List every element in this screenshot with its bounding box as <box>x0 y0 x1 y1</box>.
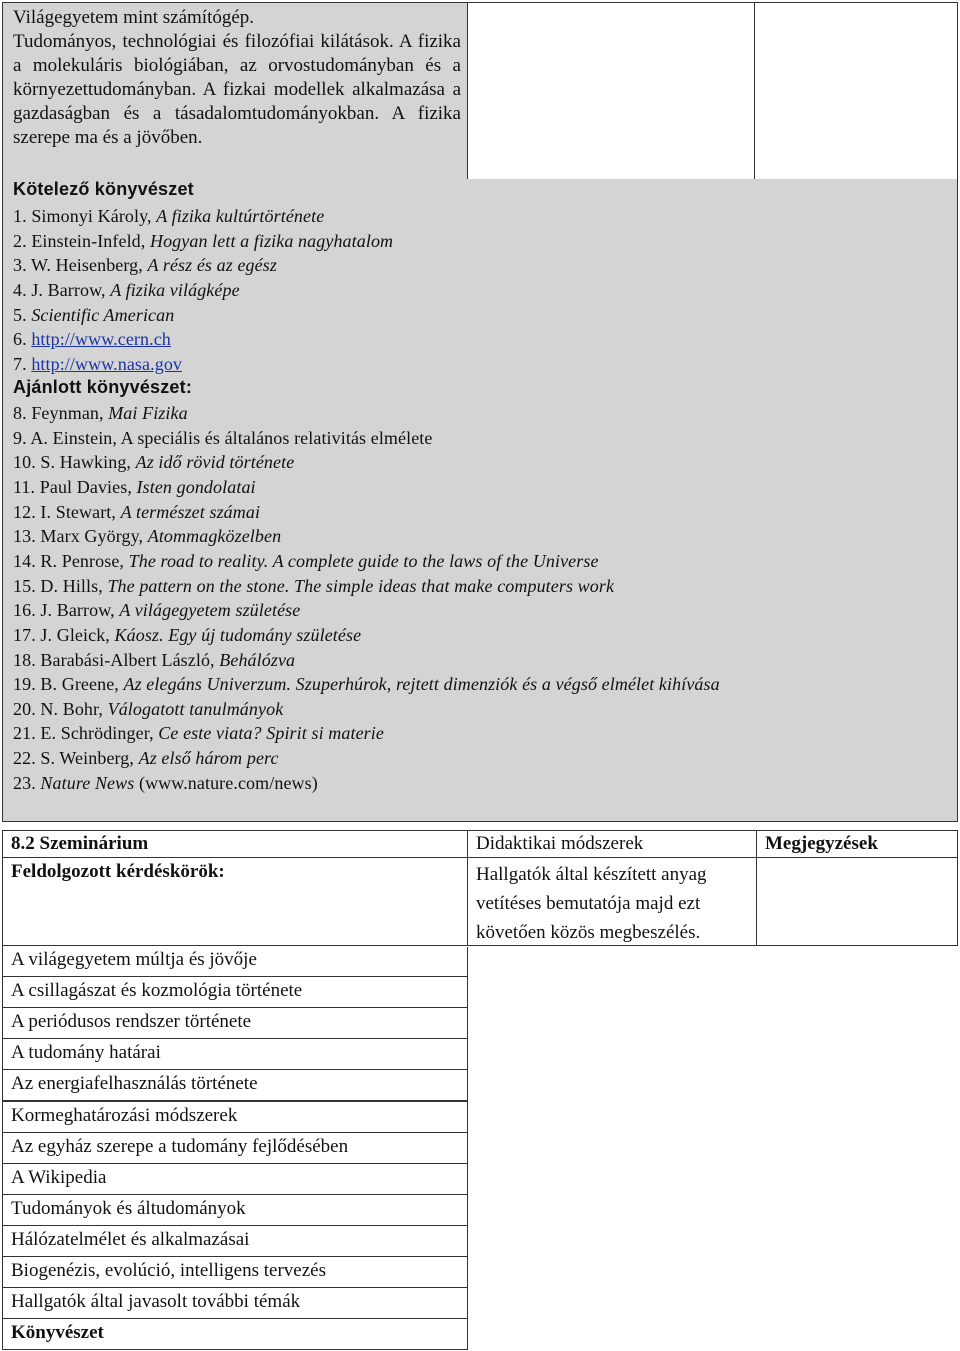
seminar-topic: A periódusos rendszer története <box>2 1007 468 1039</box>
reference-number: 13. <box>13 526 36 547</box>
reference-item <box>13 206 324 227</box>
reference-item <box>13 428 433 449</box>
reference-number: 7. <box>13 353 27 374</box>
seminar-topic: Az egyház szerepe a tudomány fejlődésében <box>2 1132 468 1164</box>
methods-header: Didaktikai módszerek <box>467 830 757 858</box>
reference-item <box>13 255 277 276</box>
reference-author: Einstein-Infeld, <box>31 230 150 251</box>
reference-item <box>13 526 281 547</box>
reference-number: 8. <box>13 403 27 423</box>
reference-title: A fizika világképe <box>110 279 240 300</box>
reference-author: S. Weinberg, <box>40 748 139 769</box>
reference-title: Behálózva <box>219 649 296 670</box>
reference-number: 2. <box>13 230 27 251</box>
reference-title: Az elegáns Univerzum. Szuperhúrok, rejtett dimenziók és a végső elmélet kihívása <box>123 674 720 695</box>
course-description <box>13 6 461 150</box>
reference-number: 10. <box>13 452 36 473</box>
reference-author: J. Barrow, <box>40 600 120 621</box>
seminar-topic: Tudományok és áltudományok <box>2 1194 468 1226</box>
reference-item <box>13 674 720 695</box>
mandatory-bibliography-heading: Kötelező könyvészet <box>13 179 194 199</box>
reference-rest: (www.nature.com/news) <box>134 772 318 793</box>
reference-author: J. Barrow, <box>31 279 111 300</box>
description-line-1: Világegyetem mint számítógép. <box>13 7 255 28</box>
reference-number: 16. <box>13 600 36 621</box>
reference-title: A világegyetem születése <box>119 600 301 621</box>
reference-link[interactable]: http://www.nasa.gov <box>31 353 183 374</box>
method-cell-divider <box>467 945 757 947</box>
reference-number: 23. <box>13 772 36 793</box>
seminar-header: 8.2 Szeminárium <box>2 830 468 858</box>
reference-title: Atommagközelben <box>147 526 282 547</box>
reference-number: 14. <box>13 550 36 571</box>
reference-author: E. Schrödinger, <box>40 723 159 744</box>
reference-number: 3. <box>13 255 27 276</box>
reference-title: Káosz. Egy új tudomány születése <box>114 624 362 645</box>
reference-number: 22. <box>13 748 36 769</box>
reference-item <box>13 773 318 794</box>
reference-link-item <box>13 329 171 350</box>
description-paragraph: Tudományos, technológiai és filozófiai kilátások. A fizika a molekuláris biológiában, az orvostudományban és a környezettudományban. A fizkai modellek alkalmazása a gazdaságban és a tásadalomtudományokban. A fizika szerepe ma és a jövőben. <box>13 31 461 148</box>
remarks-cell <box>756 857 958 946</box>
seminar-topic: A Wikipedia <box>2 1163 468 1195</box>
reference-item <box>13 280 240 301</box>
reference-title: Hogyan lett a fizika nagyhatalom <box>149 230 394 251</box>
seminar-table <box>2 830 958 1350</box>
seminar-topic: A csillagászat és kozmológia története <box>2 976 468 1008</box>
reference-item <box>13 502 260 523</box>
reference-title: Scientific American <box>31 304 175 325</box>
reference-author: R. Penrose, <box>40 550 129 571</box>
reference-link-item <box>13 354 182 375</box>
reference-number: 5. <box>13 304 27 325</box>
seminar-topic: Hálózatelmélet és alkalmazásai <box>2 1225 468 1257</box>
reference-item <box>13 600 300 621</box>
reference-title: A rész és az egész <box>147 255 277 276</box>
reference-item <box>13 477 256 498</box>
reference-item <box>13 748 279 769</box>
reference-author: W. Heisenberg, <box>30 255 148 276</box>
reference-item <box>13 452 294 473</box>
reference-author: Simonyi Károly, <box>31 206 157 226</box>
reference-number: 6. <box>13 329 27 350</box>
reference-item <box>13 699 283 720</box>
reference-title: A fizika kultúrtörténete <box>156 206 325 226</box>
seminar-topic: A világegyetem múltja és jövője <box>2 945 468 977</box>
reference-title: Isten gondolatai <box>136 476 256 497</box>
reference-author: Feynman, <box>31 403 109 423</box>
reference-number: 15. <box>13 575 36 596</box>
reference-title: Válogatott tanulmányok <box>107 698 284 719</box>
reference-number: 17. <box>13 624 36 645</box>
remarks-cell-empty <box>755 2 958 180</box>
remarks-header: Megjegyzések <box>756 830 958 858</box>
reference-item <box>13 403 188 424</box>
seminar-topic: A tudomány határai <box>2 1038 468 1070</box>
reference-number: 11. <box>13 476 36 497</box>
reference-title: Ce este viata? Spirit si materie <box>158 723 384 744</box>
reference-author: D. Hills, <box>40 575 108 596</box>
reference-author: N. Bohr, <box>40 698 108 719</box>
reference-number: 21. <box>13 723 36 744</box>
course-description-cell <box>2 2 468 180</box>
reference-item <box>13 650 295 671</box>
bibliography-label: Könyvészet <box>2 1318 468 1350</box>
reference-title: Mai Fizika <box>108 403 188 423</box>
reference-author: B. Greene, <box>40 674 124 695</box>
reference-item <box>13 305 174 326</box>
reference-title: Az első három perc <box>138 748 279 769</box>
seminar-topic: Biogenézis, evolúció, intelligens tervezés <box>2 1256 468 1288</box>
reference-item <box>13 625 361 646</box>
reference-author: I. Stewart, <box>40 501 121 522</box>
reference-number: 9. <box>13 427 27 448</box>
reference-title: Nature News <box>40 772 135 793</box>
reference-item <box>13 723 384 744</box>
recommended-bibliography-heading: Ajánlott könyvészet: <box>13 377 193 397</box>
seminar-topic: Hallgatók által javasolt további témák <box>2 1287 468 1319</box>
seminar-topic: Kormeghatározási módszerek <box>2 1101 468 1133</box>
reference-author: A. Einstein, A speciális és általános relativitás elmélete <box>30 427 433 448</box>
reference-item <box>13 576 614 597</box>
reference-item <box>13 551 599 572</box>
method-description: Hallgatók által készített anyag vetítéses bemutatója majd ezt követően közös megbeszélés. <box>467 857 757 946</box>
reference-author: Marx György, <box>40 526 148 547</box>
reference-author: Paul Davies, <box>39 476 137 497</box>
reference-title: A természet számai <box>120 501 261 522</box>
bibliography-cell <box>2 179 958 822</box>
methods-cell-empty <box>468 2 755 180</box>
seminar-topic: Az energiafelhasználás története <box>2 1069 468 1101</box>
reference-number: 18. <box>13 649 36 670</box>
reference-author: Barabási-Albert László, <box>40 649 220 670</box>
reference-link[interactable]: http://www.cern.ch <box>31 329 171 350</box>
reference-author: S. Hawking, <box>40 452 136 473</box>
reference-item <box>13 231 393 252</box>
reference-number: 4. <box>13 279 27 300</box>
reference-number: 12. <box>13 501 36 522</box>
reference-number: 19. <box>13 674 36 695</box>
reference-number: 1. <box>13 206 27 226</box>
reference-number: 20. <box>13 698 36 719</box>
reference-title: Az idő rövid története <box>135 452 295 473</box>
reference-title: The pattern on the stone. The simple ideas that make computers work <box>107 575 615 596</box>
reference-author: J. Gleick, <box>40 624 115 645</box>
reference-title: The road to reality. A complete guide to the laws of the Universe <box>128 550 599 571</box>
topics-heading: Feldolgozott kérdéskörök: <box>2 857 468 946</box>
